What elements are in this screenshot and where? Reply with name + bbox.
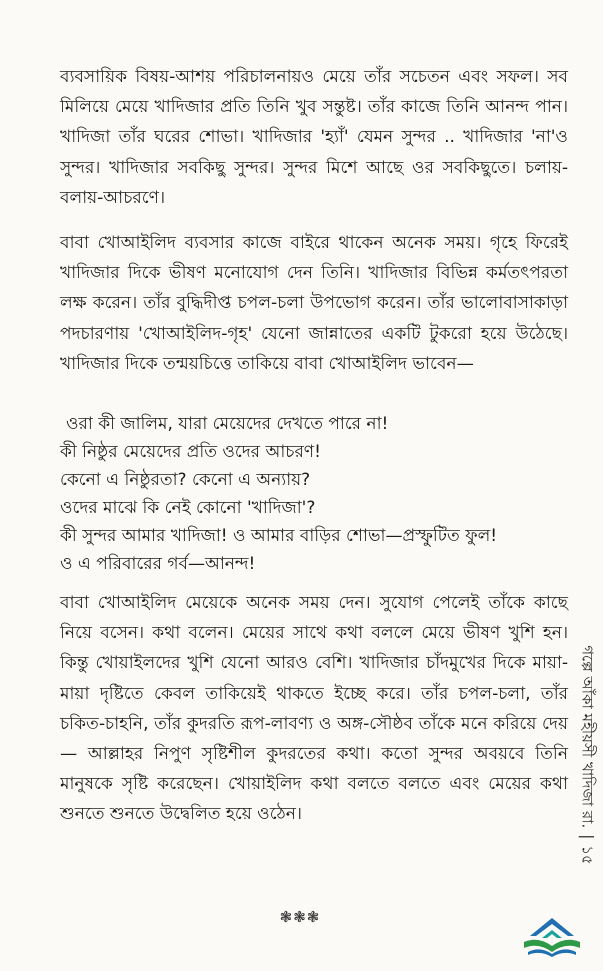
- page-number: ১৫: [578, 845, 597, 865]
- publisher-logo-icon: [520, 912, 584, 958]
- poem-line-4: ওদের মাঝে কি নেই কোনো 'খাদিজা'?: [60, 498, 316, 518]
- poem-line-2: কী নিষ্ঠুর মেয়েদের প্রতি ওদের আচরণ!: [60, 442, 321, 462]
- poem-line-6: ও এ পরিবারের গর্ব—আনন্দ!: [60, 554, 256, 574]
- poem-block: [60, 410, 568, 578]
- separator: |: [578, 834, 597, 840]
- paragraph-3: বাবা খোআইলিদ মেয়েকে অনেক সময় দেন। সুযোগ পেলেই তাঁকে কাছে নিয়ে বসেন। কথা বলেন। মেয়ের সাথে কথা বললে মেয়ে ভীষণ খুশি হন। কিন্তু খোয়াইলদের খুশি যেনো আরও বেশি। খাদিজার চাঁদমুখের দিকে মায়া-মায়া দৃষ্টিতে কেবল তাকিয়েই থাকতে ইচ্ছে করে। তাঁর চপল-চলা, তাঁর চকিত-চাহনি, তাঁর কুদরতি রূপ-লাবণ্য ও অঙ্গ-সৌষ্ঠব তাঁকে মনে করিয়ে দেয়— আল্লাহর নিপুণ সৃষ্টিশীল কুদরতের কথা। কতো সুন্দর অবয়বে তিনি মানুষকে সৃষ্টি করেছেন। খোয়াইলিদ কথা বলতে বলতে এবং মেয়ের কথা শুনতে শুনতে উদ্বেলিত হয়ে ওঠেন।: [60, 593, 568, 825]
- book-title: গল্পে আঁকা মহীয়সী খাদিজা রা.: [578, 645, 597, 829]
- paragraph-1: ব্যবসায়িক বিষয়-আশয় পরিচালনায়ও মেয়ে তাঁর সচেতন এবং সফল। সব মিলিয়ে মেয়ে খাদিজার প্রতি তিনি খুব সন্তুষ্ট। তাঁর কাজে তিনি আনন্দ পান। খাদিজা তাঁর ঘরের শোভা। খাদিজার 'হ্যাঁ' যেমন সুন্দর .. খাদিজার 'না'ও সুন্দর। খাদিজার সবকিছু সুন্দর। সুন্দর মিশে আছে ওর সবকিছুতে। চলায়-বলায়-আচরণে।: [60, 67, 568, 208]
- running-head: [566, 610, 603, 900]
- poem-line-1: ওরা কী জালিম, যারা মেয়েদের দেখতে পারে না!: [66, 414, 389, 434]
- paragraph-2: বাবা খোআইলিদ ব্যবসার কাজে বাইরে থাকেন অনেক সময়। গৃহে ফিরেই খাদিজার দিকে ভীষণ মনোযোগ দেন তিনি। খাদিজার বিভিন্ন কর্মতৎপরতা লক্ষ করেন। তাঁর বুদ্ধিদীপ্ত চপল-চলা উপভোগ করেন। তাঁর ভালোবাসাকাড়া পদচারণায় 'খোআইলিদ-গৃহ' যেনো জান্নাতের একটি টুকরো হয়ে উঠেছে। খাদিজার দিকে তন্ময়চিত্তে তাকিয়ে বাবা খোআইলিদ ভাবেন—: [60, 233, 568, 374]
- poem-line-3: কেনো এ নিষ্ঠুরতা? কেনো এ অন্যায়?: [60, 470, 311, 490]
- section-ornament: ❃❃❃: [279, 908, 321, 926]
- logo-inner-peak: [542, 930, 562, 938]
- running-head-text: [574, 645, 599, 865]
- poem-line-5: কী সুন্দর আমার খাদিজা! ও আমার বাড়ির শোভা—প্রস্ফুটিত ফুল!: [60, 526, 498, 546]
